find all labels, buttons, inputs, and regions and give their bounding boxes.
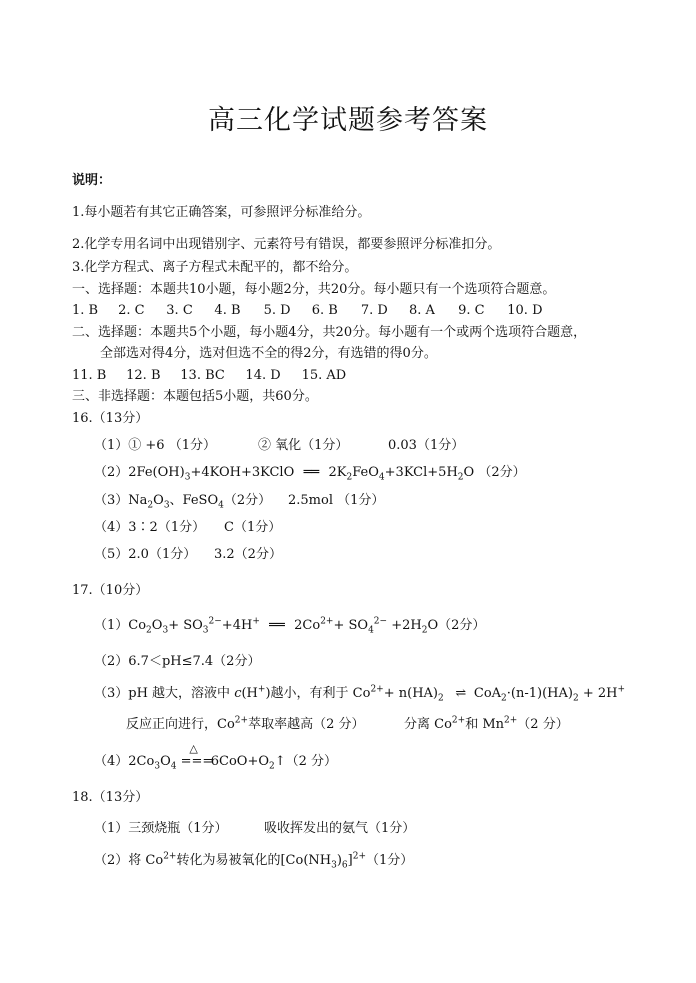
q18-part2: （2）将 $Co^{2+}$转化为易被氧化的$[Co(NH_3)_6]^{2+}(1$分） (94, 851, 414, 871)
q18-part1-b: 吸收挥发出的氨气（1分） (264, 821, 416, 836)
q17-heading: 17.（10分） (72, 583, 149, 598)
delta-icon: △ (189, 742, 198, 755)
section2-heading: 二、选择题：本题共5个小题，每小题4分，共20分。每小题有一个或两个选项符合题意， (72, 325, 587, 340)
section2-heading-cont: 全部选对得4分，选对但选不全的得2分，有选错的得0分。 (100, 346, 437, 361)
answer-11: 11. B (72, 368, 107, 383)
answer-8: 8. A (408, 303, 435, 318)
answer-7: 7. D (360, 303, 388, 318)
q18-heading: 18.（13分） (72, 790, 149, 805)
section2-answers (72, 367, 346, 385)
answer-10: 10. D (507, 303, 543, 318)
note-1: 1.每小题若有其它正确答案，可参照评分标准给分。 (72, 205, 371, 220)
answer-4: 4. B (214, 303, 241, 318)
q17-part3-line2-b: 分离 $Co^{2+}$和 $Mn^{2+}(2$ 分） (404, 715, 569, 732)
answer-15: 15. AD (301, 368, 347, 383)
answer-12: 12. B (126, 368, 161, 383)
equals-sign: ══ (269, 618, 285, 633)
section1-heading: 一、选择题：本题共10小题，每小题2分，共20分。每小题只有一个选项符合题意。 (72, 282, 556, 297)
q16-part4-a: （4）3∶2（1分） (94, 520, 206, 535)
section1-answers (72, 302, 543, 320)
q18-part1-a: （1）三颈烧瓶（1分） (94, 821, 228, 836)
answer-6: 6. B (311, 303, 338, 318)
q17-part3-line1: （3）pH 越大，溶液中 c(H+)越小，有利于 $Co^{2+}+ n(HA)_2$ ⇌ $CoA_2\cdot(n-1)(HA)_2 + 2H^+$ (94, 684, 626, 704)
q16-part5-a: （5）2.0（1分） (94, 547, 197, 562)
answer-1: 1. B (72, 303, 99, 318)
equals-sign: ══ (303, 465, 320, 480)
answer-13: 13. BC (180, 368, 225, 383)
answer-2: 2. C (118, 303, 145, 318)
section3-heading: 三、非选择题：本题包括5小题，共60分。 (72, 389, 318, 404)
q16-part2-equation: $(2)2Fe(OH)_3+4KOH+3KClO$ ══ $2K_2FeO_4+3KCl+5H_2O$ （2分） (94, 465, 526, 483)
heat-condition: △ === (180, 742, 214, 769)
q16-part1-a: （1）① +6 （1分） (94, 438, 216, 453)
equilibrium-arrow: ⇌ (455, 686, 467, 701)
answer-5: 5. D (263, 303, 291, 318)
q16-part3-b: 2.5mol （1分） (288, 493, 385, 508)
answer-14: 14. D (245, 368, 281, 383)
q17-part2: （2）6.7＜pH≤7.4（2分） (94, 654, 261, 669)
answer-9: 9. C (458, 303, 485, 318)
q17-part4-equation: $(4)2Co_3O_4$ △ === $6CoO+O_2↑(2$ 分） (94, 742, 338, 772)
q16-part4-b: C（1分） (224, 520, 282, 535)
answer-3: 3. C (166, 303, 193, 318)
q16-part1-c: 0.03（1分） (388, 438, 465, 453)
q17-part1-equation: $(1)Co_2O_3+ SO_3^{2-}+4H^+$ ══ $2Co^{2+}+ SO_4^{2-} +2H_2O(2$分） (94, 616, 486, 636)
note-3: 3.化学方程式、离子方程式未配平的，都不给分。 (72, 260, 358, 275)
q16-part1-b: ② 氧化（1分） (258, 438, 349, 453)
note-2: 2.化学专用名词中出现错别字、元素符号有错误，都要参照评分标准扣分。 (72, 237, 501, 252)
q16-heading: 16.（13分） (72, 411, 149, 426)
intro-label: 说明： (72, 173, 112, 188)
q16-part3-a: $(3)Na_2O_3$、FeSO$_4$（2分） (94, 493, 272, 511)
page-title: 高三化学试题参考答案 (208, 105, 488, 136)
q17-part3-line2: 反应正向进行，$Co^{2+}$萃取率越高（2 分） (126, 715, 365, 732)
q16-part5-b: 3.2（2分） (214, 547, 282, 562)
